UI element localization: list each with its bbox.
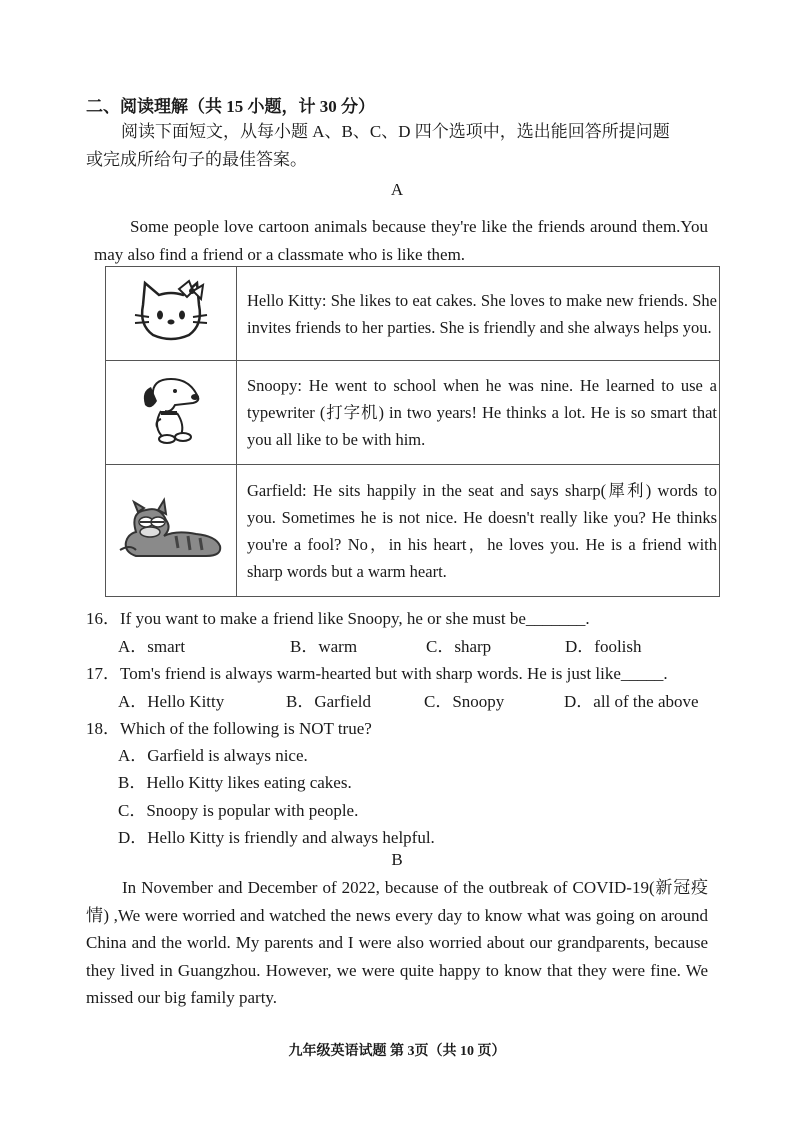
q16-option-a: A．smart [118, 637, 186, 656]
snoopy-cell [106, 361, 237, 465]
passage-a-label: A [390, 180, 404, 199]
section-heading: 二、阅读理解（共 15 小题，计 30 分） [86, 97, 375, 116]
question-16: 16．If you want to make a friend like Snoopy, he or she must be_______. [86, 609, 590, 628]
instruction-line-1: 阅读下面短文，从每小题 A、B、C、D 四个选项中，选出能回答所提问题 [121, 122, 670, 141]
q16-option-b: B．warm [290, 637, 358, 656]
table-row [106, 267, 720, 361]
garfield-text: Garfield: He sits happily in the seat and says sharp(犀利) words to you. Sometimes he is not nice. He doesn't really like you? He thinks you're a fool? No，in his heart，he loves you. He is a friend with sharp words but a warm heart. [237, 465, 720, 597]
garfield-image [116, 492, 226, 562]
q18-option-d: D．Hello Kitty is friendly and always helpful. [118, 828, 435, 847]
hello-kitty-text: Hello Kitty: She likes to eat cakes. She loves to make new friends. She invites friends to her parties. She is friendly and she always helps you. [237, 267, 720, 361]
q18-option-a: A．Garfield is always nice. [118, 746, 308, 765]
passage-b-text: In November and December of 2022, because of the outbreak of COVID-19(新冠疫情) ,We were worried and watched the news every day to know what was going on around China and the world. My parents and I were also worried about our grandparents, because they lived in Guangzhou. However, we were quite happy to know that they were fine. We missed our big family party. [86, 878, 708, 1007]
hello-kitty-image [131, 275, 211, 345]
q16-option-c: C．sharp [426, 637, 492, 656]
q16-option-d: D．foolish [565, 637, 642, 656]
question-17: 17．Tom's friend is always warm-hearted but with sharp words. He is just like_____. [86, 664, 668, 683]
table-row [106, 361, 720, 465]
q17-option-d: D．all of the above [564, 692, 699, 711]
passage-a-intro: Some people love cartoon animals because they're like the friends around them.You may also find a friend or a classmate who is like them. [94, 217, 708, 264]
garfield-cell [106, 465, 237, 597]
passage-b-label: B [391, 850, 403, 869]
instruction-line-2: 或完成所给句子的最佳答案。 [86, 150, 307, 169]
question-18: 18．Which of the following is NOT true? [86, 719, 372, 738]
q17-option-a: A．Hello Kitty [118, 692, 225, 711]
q18-option-c: C．Snoopy is popular with people. [118, 801, 359, 820]
snoopy-image [131, 369, 211, 449]
q17-option-b: B．Garfield [286, 692, 371, 711]
table-row [106, 465, 720, 597]
hello-kitty-cell [106, 267, 237, 361]
snoopy-text: Snoopy: He went to school when he was nine. He learned to use a typewriter (打字机) in two years! He thinks a lot. He is so smart that you all like to be with him. [237, 361, 720, 465]
q18-option-b: B．Hello Kitty likes eating cakes. [118, 773, 352, 792]
page-footer: 九年级英语试题 第 3页（共 10 页） [288, 1044, 506, 1059]
cartoon-table [105, 266, 720, 597]
q17-option-c: C．Snoopy [424, 692, 505, 711]
